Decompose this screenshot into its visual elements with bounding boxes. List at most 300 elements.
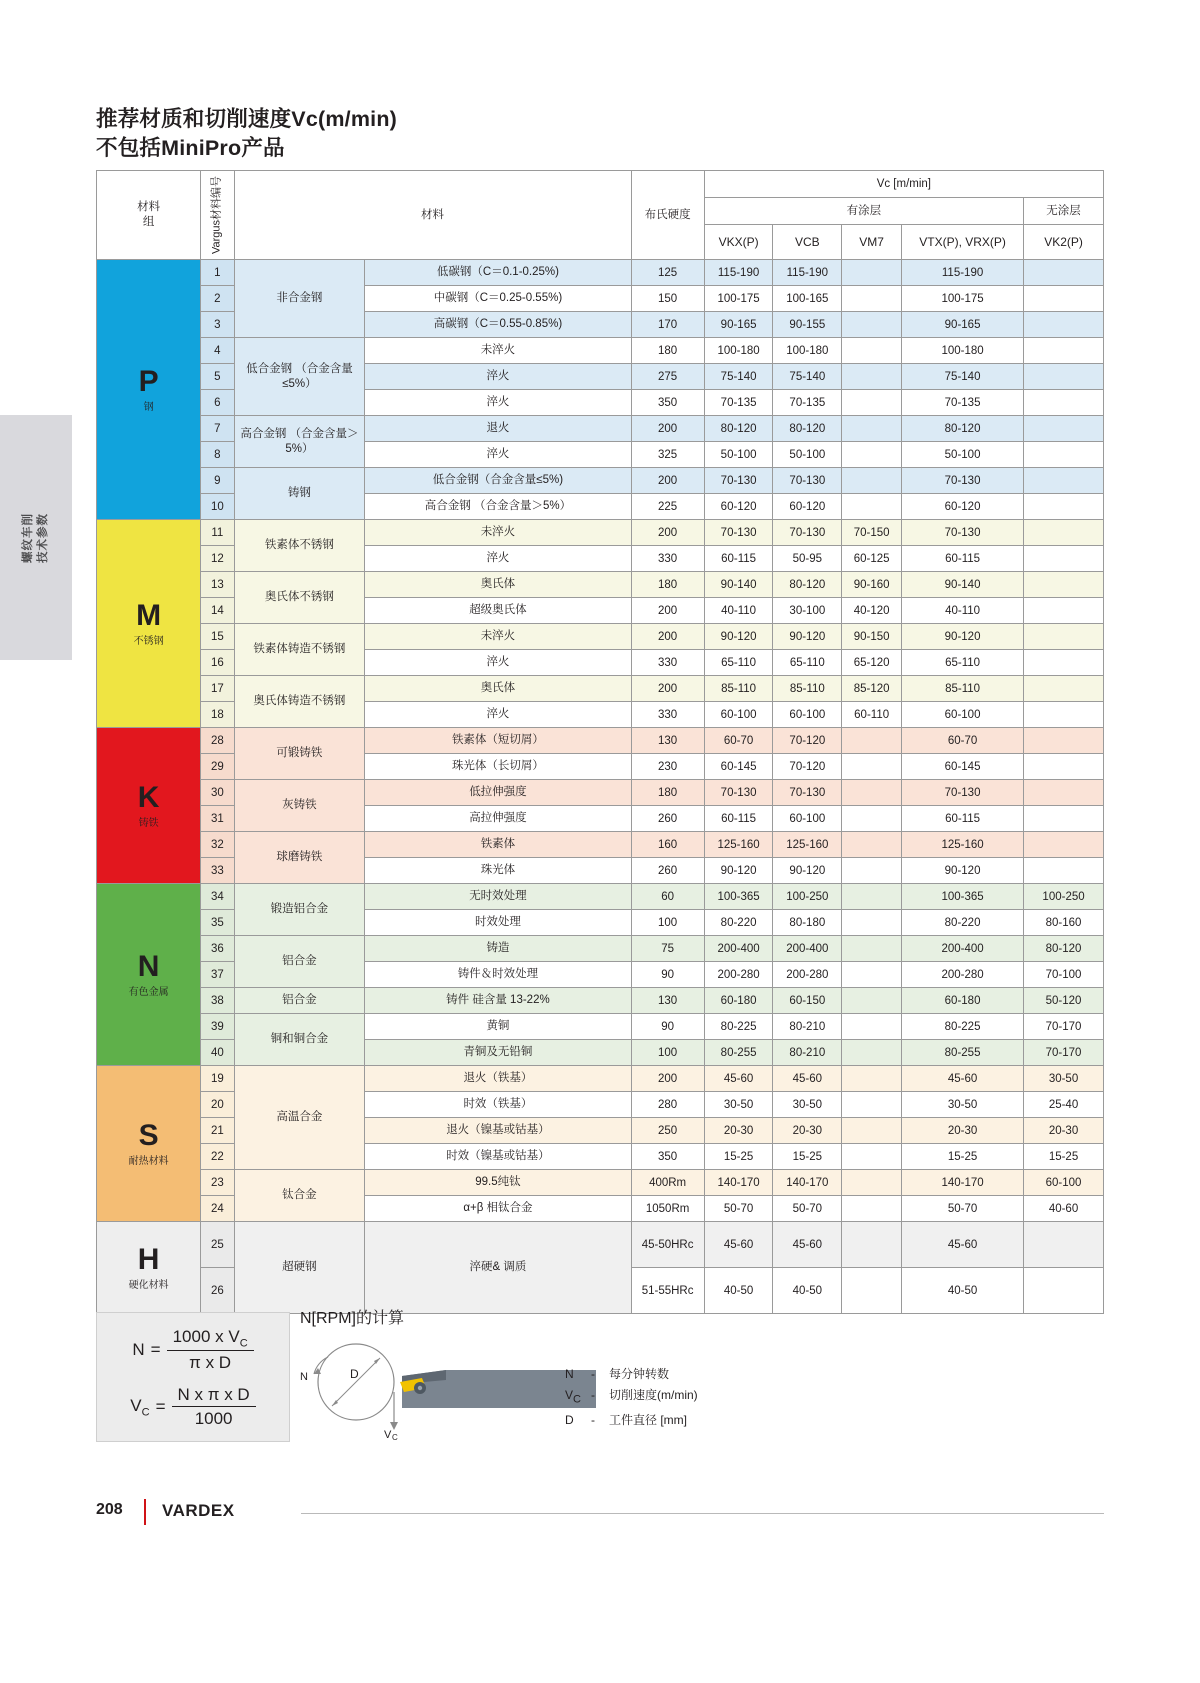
vc-vkx: 60-70	[704, 728, 773, 754]
vc-vkx: 70-130	[704, 520, 773, 546]
vc-vm7	[842, 1040, 902, 1066]
vc-vk2	[1024, 390, 1104, 416]
material-description: 高拉伸强度	[365, 806, 631, 832]
vargus-number: 33	[201, 858, 234, 884]
vargus-number: 7	[201, 416, 234, 442]
vc-vcb: 90-120	[773, 624, 842, 650]
vc-vm7: 65-120	[842, 650, 902, 676]
vc-vm7	[842, 910, 902, 936]
material-family: 铁素体不锈钢	[234, 520, 365, 572]
th-material: 材料	[234, 171, 631, 260]
table-row	[97, 1066, 1104, 1092]
brinell-hardness: 180	[631, 780, 704, 806]
vargus-number: 12	[201, 546, 234, 572]
brinell-hardness: 150	[631, 286, 704, 312]
brinell-hardness: 1050Rm	[631, 1196, 704, 1222]
vc-vtx-vrx: 40-50	[902, 1268, 1024, 1314]
vc-vk2	[1024, 338, 1104, 364]
vargus-number: 1	[201, 260, 234, 286]
material-description: 未淬火	[365, 338, 631, 364]
vc-vm7	[842, 728, 902, 754]
vc-vk2	[1024, 702, 1104, 728]
vargus-number: 16	[201, 650, 234, 676]
vargus-number: 28	[201, 728, 234, 754]
vc-vcb: 60-100	[773, 806, 842, 832]
vc-vkx: 60-145	[704, 754, 773, 780]
group-sublabel: 硬化材料	[128, 1279, 169, 1291]
vc-vtx-vrx: 40-110	[902, 598, 1024, 624]
vc-vk2	[1024, 468, 1104, 494]
group-letter: K	[137, 780, 160, 814]
brinell-hardness: 45-50HRc	[631, 1222, 704, 1268]
material-description: 低碳钢（C＝0.1-0.25%)	[365, 260, 631, 286]
brinell-hardness: 200	[631, 416, 704, 442]
table-row	[97, 884, 1104, 910]
formula-vc-numerator: N x π x D	[177, 1385, 250, 1404]
vc-vkx: 40-50	[704, 1268, 773, 1314]
legend-text: 切削速度(m/min)	[609, 1388, 698, 1402]
vc-vtx-vrx: 70-135	[902, 390, 1024, 416]
material-description: 淬火	[365, 702, 631, 728]
vc-vkx: 100-180	[704, 338, 773, 364]
vc-vtx-vrx: 100-175	[902, 286, 1024, 312]
vc-vtx-vrx: 60-100	[902, 702, 1024, 728]
cutting-speed-table-wrap	[96, 170, 1104, 1314]
vc-vk2	[1024, 520, 1104, 546]
brinell-hardness: 51-55HRc	[631, 1268, 704, 1314]
vc-vtx-vrx: 115-190	[902, 260, 1024, 286]
vargus-number: 4	[201, 338, 234, 364]
brinell-hardness: 260	[631, 806, 704, 832]
vargus-number: 29	[201, 754, 234, 780]
vc-vkx: 80-255	[704, 1040, 773, 1066]
vc-vkx: 90-120	[704, 858, 773, 884]
table-row	[97, 260, 1104, 286]
material-description: 淬火	[365, 650, 631, 676]
material-description: 退火	[365, 416, 631, 442]
table-row	[97, 780, 1104, 806]
cutting-speed-table	[96, 170, 1104, 1314]
material-family: 可锻铸铁	[234, 728, 365, 780]
page-title-line1: 推荐材质和切削速度Vc(m/min)	[96, 107, 398, 131]
formula-vc-label: $V_C$	[130, 1395, 150, 1419]
vc-vkx: 20-30	[704, 1118, 773, 1144]
vc-vm7	[842, 1066, 902, 1092]
formula-box	[96, 1312, 290, 1442]
vc-vkx: 70-135	[704, 390, 773, 416]
vc-vk2	[1024, 1222, 1104, 1268]
vc-vm7	[842, 1014, 902, 1040]
vc-vcb: 100-180	[773, 338, 842, 364]
vc-vk2	[1024, 806, 1104, 832]
vargus-number: 21	[201, 1118, 234, 1144]
material-group-p	[97, 260, 201, 520]
th-coated: 有涂层	[704, 198, 1023, 225]
vc-vk2	[1024, 364, 1104, 390]
vc-vm7: 90-160	[842, 572, 902, 598]
formula-n	[97, 1327, 289, 1373]
vc-vcb: 65-110	[773, 650, 842, 676]
vc-vm7	[842, 988, 902, 1014]
vc-vk2	[1024, 624, 1104, 650]
brinell-hardness: 125	[631, 260, 704, 286]
material-description: 高碳钢（C＝0.55-0.85%)	[365, 312, 631, 338]
vargus-number: 20	[201, 1092, 234, 1118]
vc-vtx-vrx: 60-70	[902, 728, 1024, 754]
vc-vtx-vrx: 90-140	[902, 572, 1024, 598]
brinell-hardness: 350	[631, 1144, 704, 1170]
material-group-h	[97, 1222, 201, 1314]
formula-n-label: N	[132, 1340, 145, 1360]
vc-vcb: 80-180	[773, 910, 842, 936]
group-sublabel: 有色金属	[128, 986, 169, 998]
formula-vc	[97, 1385, 289, 1429]
vargus-number: 36	[201, 936, 234, 962]
vc-vcb: 60-150	[773, 988, 842, 1014]
legend-text: 每分钟转数	[609, 1367, 670, 1381]
footer-divider	[144, 1499, 146, 1525]
vc-vtx-vrx: 30-50	[902, 1092, 1024, 1118]
brinell-hardness: 180	[631, 338, 704, 364]
vc-vm7	[842, 806, 902, 832]
vc-vm7	[842, 1092, 902, 1118]
vc-vm7	[842, 754, 902, 780]
vc-vtx-vrx: 100-180	[902, 338, 1024, 364]
vc-vm7	[842, 312, 902, 338]
brinell-hardness: 170	[631, 312, 704, 338]
vc-vkx: 30-50	[704, 1092, 773, 1118]
material-description: 铸件 硅含量 13-22%	[365, 988, 631, 1014]
legend-dash: -	[591, 1413, 595, 1428]
brinell-hardness: 325	[631, 442, 704, 468]
material-family: 高温合金	[234, 1066, 365, 1170]
material-description: 低合金钢（合金含量≤5%)	[365, 468, 631, 494]
material-description: 珠光体（长切屑）	[365, 754, 631, 780]
vc-vm7	[842, 364, 902, 390]
vc-vtx-vrx: 90-165	[902, 312, 1024, 338]
vc-vkx: 85-110	[704, 676, 773, 702]
vc-vtx-vrx: 125-160	[902, 832, 1024, 858]
vc-vkx: 80-120	[704, 416, 773, 442]
material-family: 灰铸铁	[234, 780, 365, 832]
table-row	[97, 520, 1104, 546]
vc-vkx: 80-225	[704, 1014, 773, 1040]
brinell-hardness: 260	[631, 858, 704, 884]
brinell-hardness: 400Rm	[631, 1170, 704, 1196]
vargus-number: 24	[201, 1196, 234, 1222]
group-letter: S	[138, 1118, 159, 1152]
vc-vtx-vrx: 50-70	[902, 1196, 1024, 1222]
vargus-number: 37	[201, 962, 234, 988]
vc-vk2: 70-170	[1024, 1014, 1104, 1040]
vc-vtx-vrx: 90-120	[902, 624, 1024, 650]
table-row	[97, 468, 1104, 494]
vc-vkx: 65-110	[704, 650, 773, 676]
vc-vcb: 45-60	[773, 1222, 842, 1268]
vargus-number: 39	[201, 1014, 234, 1040]
svg-text:D: D	[350, 1367, 359, 1381]
legend-symbol: $V_C$	[565, 1388, 581, 1406]
vargus-number: 3	[201, 312, 234, 338]
turning-diagram-svg	[296, 1330, 596, 1440]
vc-vkx: 100-365	[704, 884, 773, 910]
th-material-group-l2: 组	[142, 216, 155, 228]
legend-row	[565, 1364, 698, 1385]
vc-vm7	[842, 442, 902, 468]
material-family: 超硬钢	[234, 1222, 365, 1314]
vc-vtx-vrx: 60-180	[902, 988, 1024, 1014]
material-family: 铁素体铸造不锈钢	[234, 624, 365, 676]
table-row	[97, 1170, 1104, 1196]
vc-vm7	[842, 780, 902, 806]
vc-vcb: 70-120	[773, 728, 842, 754]
brinell-hardness: 330	[631, 702, 704, 728]
vargus-number: 25	[201, 1222, 234, 1268]
material-family: 奥氏体不锈钢	[234, 572, 365, 624]
vc-vcb: 70-130	[773, 780, 842, 806]
vc-vm7	[842, 338, 902, 364]
material-description: α+β 相钛合金	[365, 1196, 631, 1222]
vc-vkx: 70-130	[704, 780, 773, 806]
vc-vtx-vrx: 100-365	[902, 884, 1024, 910]
vc-vcb: 70-135	[773, 390, 842, 416]
material-description: 青铜及无铅铜	[365, 1040, 631, 1066]
vc-vm7: 70-150	[842, 520, 902, 546]
table-row	[97, 338, 1104, 364]
vargus-number: 15	[201, 624, 234, 650]
vc-vm7	[842, 286, 902, 312]
material-description: 铁素体（短切屑）	[365, 728, 631, 754]
brinell-hardness: 230	[631, 754, 704, 780]
material-group-m	[97, 520, 201, 728]
table-row	[97, 572, 1104, 598]
brinell-hardness: 60	[631, 884, 704, 910]
vc-vtx-vrx: 70-130	[902, 780, 1024, 806]
vc-vm7	[842, 1222, 902, 1268]
vc-vk2	[1024, 650, 1104, 676]
vc-vcb: 90-155	[773, 312, 842, 338]
brinell-hardness: 280	[631, 1092, 704, 1118]
vc-vkx: 75-140	[704, 364, 773, 390]
material-description: 珠光体	[365, 858, 631, 884]
vc-vk2: 25-40	[1024, 1092, 1104, 1118]
vc-vkx: 125-160	[704, 832, 773, 858]
vc-vk2	[1024, 1268, 1104, 1314]
group-sublabel: 不锈钢	[133, 635, 164, 647]
vargus-number: 32	[201, 832, 234, 858]
vc-vm7	[842, 260, 902, 286]
vc-vm7	[842, 884, 902, 910]
vc-vk2: 50-120	[1024, 988, 1104, 1014]
brinell-hardness: 200	[631, 520, 704, 546]
brinell-hardness: 250	[631, 1118, 704, 1144]
diagram-legend	[565, 1364, 698, 1431]
material-description: 未淬火	[365, 520, 631, 546]
vargus-number: 14	[201, 598, 234, 624]
vc-vcb: 45-60	[773, 1066, 842, 1092]
vc-vcb: 50-100	[773, 442, 842, 468]
group-sublabel: 耐热材料	[128, 1155, 169, 1167]
th-vm7: VM7	[842, 225, 902, 260]
brinell-hardness: 200	[631, 598, 704, 624]
vc-vtx-vrx: 200-280	[902, 962, 1024, 988]
brinell-hardness: 225	[631, 494, 704, 520]
vc-vcb: 80-210	[773, 1040, 842, 1066]
material-description: 奥氏体	[365, 676, 631, 702]
material-description: 时效（铁基）	[365, 1092, 631, 1118]
vc-vm7: 90-150	[842, 624, 902, 650]
legend-symbol: N	[565, 1367, 574, 1381]
vc-vtx-vrx: 60-120	[902, 494, 1024, 520]
material-description: 铸造	[365, 936, 631, 962]
material-family: 球磨铸铁	[234, 832, 365, 884]
vc-vkx: 80-220	[704, 910, 773, 936]
vc-vm7	[842, 1196, 902, 1222]
brinell-hardness: 330	[631, 650, 704, 676]
vc-vtx-vrx: 60-145	[902, 754, 1024, 780]
group-sublabel: 钢	[143, 401, 154, 413]
vc-vkx: 50-70	[704, 1196, 773, 1222]
vc-vk2	[1024, 416, 1104, 442]
group-letter: M	[136, 598, 162, 632]
material-description: 淬火	[365, 390, 631, 416]
vargus-number: 9	[201, 468, 234, 494]
vargus-number: 19	[201, 1066, 234, 1092]
brinell-hardness: 160	[631, 832, 704, 858]
vargus-number: 31	[201, 806, 234, 832]
material-description: 高合金钢 （合金含量＞5%）	[365, 494, 631, 520]
vc-vkx: 15-25	[704, 1144, 773, 1170]
vargus-number: 11	[201, 520, 234, 546]
vc-vtx-vrx: 200-400	[902, 936, 1024, 962]
vc-vcb: 50-95	[773, 546, 842, 572]
vc-vkx: 60-115	[704, 806, 773, 832]
legend-row	[565, 1385, 698, 1410]
formula-n-denominator: π x D	[189, 1353, 232, 1373]
material-description: 淬火	[365, 442, 631, 468]
vc-vk2: 20-30	[1024, 1118, 1104, 1144]
brinell-hardness: 200	[631, 624, 704, 650]
vc-vtx-vrx: 45-60	[902, 1222, 1024, 1268]
brinell-hardness: 100	[631, 1040, 704, 1066]
material-family: 钛合金	[234, 1170, 365, 1222]
table-head	[97, 171, 1104, 260]
vc-vcb: 80-120	[773, 416, 842, 442]
vc-vkx: 60-180	[704, 988, 773, 1014]
vc-vtx-vrx: 80-255	[902, 1040, 1024, 1066]
vc-vtx-vrx: 50-100	[902, 442, 1024, 468]
vc-vkx: 60-115	[704, 546, 773, 572]
vargus-number: 26	[201, 1268, 234, 1314]
material-description: 时效处理	[365, 910, 631, 936]
material-group-n	[97, 884, 201, 1066]
vc-vk2	[1024, 780, 1104, 806]
vc-vk2	[1024, 598, 1104, 624]
material-family: 铝合金	[234, 988, 365, 1014]
vc-vtx-vrx: 15-25	[902, 1144, 1024, 1170]
vc-vcb: 90-120	[773, 858, 842, 884]
table-row	[97, 1014, 1104, 1040]
vc-vm7	[842, 468, 902, 494]
formula-vc-denominator: 1000	[194, 1409, 233, 1428]
vc-vcb: 15-25	[773, 1144, 842, 1170]
table-row	[97, 728, 1104, 754]
brinell-hardness: 350	[631, 390, 704, 416]
vc-vcb: 125-160	[773, 832, 842, 858]
material-description: 超级奥氏体	[365, 598, 631, 624]
material-family: 铜和铜合金	[234, 1014, 365, 1066]
vc-vcb: 20-30	[773, 1118, 842, 1144]
footer-rule	[301, 1513, 1104, 1514]
legend-symbol: D	[565, 1413, 574, 1428]
vc-vk2	[1024, 572, 1104, 598]
vc-vtx-vrx: 80-120	[902, 416, 1024, 442]
brinell-hardness: 200	[631, 676, 704, 702]
vc-vcb: 100-250	[773, 884, 842, 910]
table-row	[97, 1222, 1104, 1268]
material-description: 退火（铁基）	[365, 1066, 631, 1092]
material-description: 淬火	[365, 546, 631, 572]
vc-vkx: 70-130	[704, 468, 773, 494]
material-description: 淬硬& 调质	[365, 1222, 631, 1314]
th-vk2: VK2(P)	[1024, 225, 1104, 260]
vc-vm7: 85-120	[842, 676, 902, 702]
material-description: 铁素体	[365, 832, 631, 858]
vc-vk2: 40-60	[1024, 1196, 1104, 1222]
vc-vcb: 75-140	[773, 364, 842, 390]
vc-vk2: 15-25	[1024, 1144, 1104, 1170]
th-vkx: VKX(P)	[704, 225, 773, 260]
vc-vk2	[1024, 546, 1104, 572]
svg-text:C: C	[392, 1433, 398, 1440]
material-family: 高合金钢 （合金含量＞5%）	[234, 416, 365, 468]
vc-vkx: 200-400	[704, 936, 773, 962]
vc-vm7	[842, 494, 902, 520]
brinell-hardness: 75	[631, 936, 704, 962]
vc-vkx: 50-100	[704, 442, 773, 468]
vc-vk2	[1024, 754, 1104, 780]
side-tab	[0, 415, 72, 660]
vc-vtx-vrx: 70-130	[902, 468, 1024, 494]
vc-vm7	[842, 416, 902, 442]
vargus-number: 22	[201, 1144, 234, 1170]
vc-vkx: 115-190	[704, 260, 773, 286]
vc-vk2	[1024, 442, 1104, 468]
vc-vkx: 90-120	[704, 624, 773, 650]
vc-vkx: 140-170	[704, 1170, 773, 1196]
vc-vk2: 70-100	[1024, 962, 1104, 988]
vc-vcb: 85-110	[773, 676, 842, 702]
material-family: 非合金钢	[234, 260, 365, 338]
vc-vk2	[1024, 494, 1104, 520]
vargus-number: 18	[201, 702, 234, 728]
material-family: 锻造铝合金	[234, 884, 365, 936]
page-footer	[96, 1499, 1104, 1529]
vc-vm7	[842, 962, 902, 988]
vc-vk2	[1024, 312, 1104, 338]
vc-vcb: 30-100	[773, 598, 842, 624]
th-material-group-l1: 材料	[137, 201, 161, 213]
vc-vkx: 60-100	[704, 702, 773, 728]
vc-vtx-vrx: 45-60	[902, 1066, 1024, 1092]
vc-vm7	[842, 832, 902, 858]
brinell-hardness: 90	[631, 1014, 704, 1040]
vargus-number: 35	[201, 910, 234, 936]
vc-vm7: 40-120	[842, 598, 902, 624]
vc-vcb: 70-130	[773, 520, 842, 546]
table-row	[97, 676, 1104, 702]
vc-vtx-vrx: 20-30	[902, 1118, 1024, 1144]
